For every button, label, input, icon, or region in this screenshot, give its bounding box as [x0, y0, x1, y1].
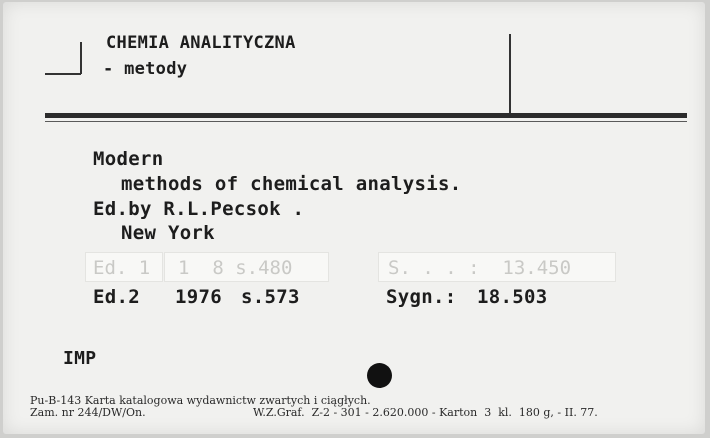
title-line-1: Modern — [93, 148, 164, 170]
publication-year: 1976 — [175, 286, 222, 308]
call-number-label: Sygn.: — [386, 286, 457, 308]
faint-edition-text: Ed. 1 — [93, 257, 151, 279]
call-number-value: 18.503 — [477, 286, 548, 308]
footer-print-details: W.Z.Graf. Z-2 - 301 - 2.620.000 - Karton 3 kl. 180 g, - II. 77. — [253, 406, 598, 419]
heading-rule-thick — [45, 113, 687, 118]
edition: Ed.2 — [93, 286, 140, 308]
header-bracket-horizontal — [45, 73, 81, 75]
header-divider — [509, 34, 511, 114]
faint-sygn-text: S. . . : 13.450 — [388, 257, 572, 279]
catalog-card — [3, 2, 705, 434]
punch-hole — [367, 363, 392, 388]
footer-order-number: Zam. nr 244/DW/On. — [30, 406, 146, 419]
subject-subheading: - metody — [103, 59, 188, 79]
page-count: s.573 — [241, 286, 300, 308]
subject-heading: CHEMIA ANALITYCZNA — [106, 33, 296, 53]
heading-rule-thin — [45, 121, 687, 122]
footer-printer-line: Pu-B-143 Karta katalogowa wydawnictw zwartych i ciągłych. — [30, 394, 371, 407]
header-bracket-vertical — [80, 42, 82, 74]
place-line: New York — [121, 222, 215, 244]
stamp-imp: IMP — [63, 348, 97, 369]
editor-line: Ed.by R.L.Pecsok . — [93, 198, 305, 220]
title-line-2: methods of chemical analysis. — [121, 173, 462, 195]
faint-year-pages-text: 1 8 s.480 — [178, 257, 293, 279]
